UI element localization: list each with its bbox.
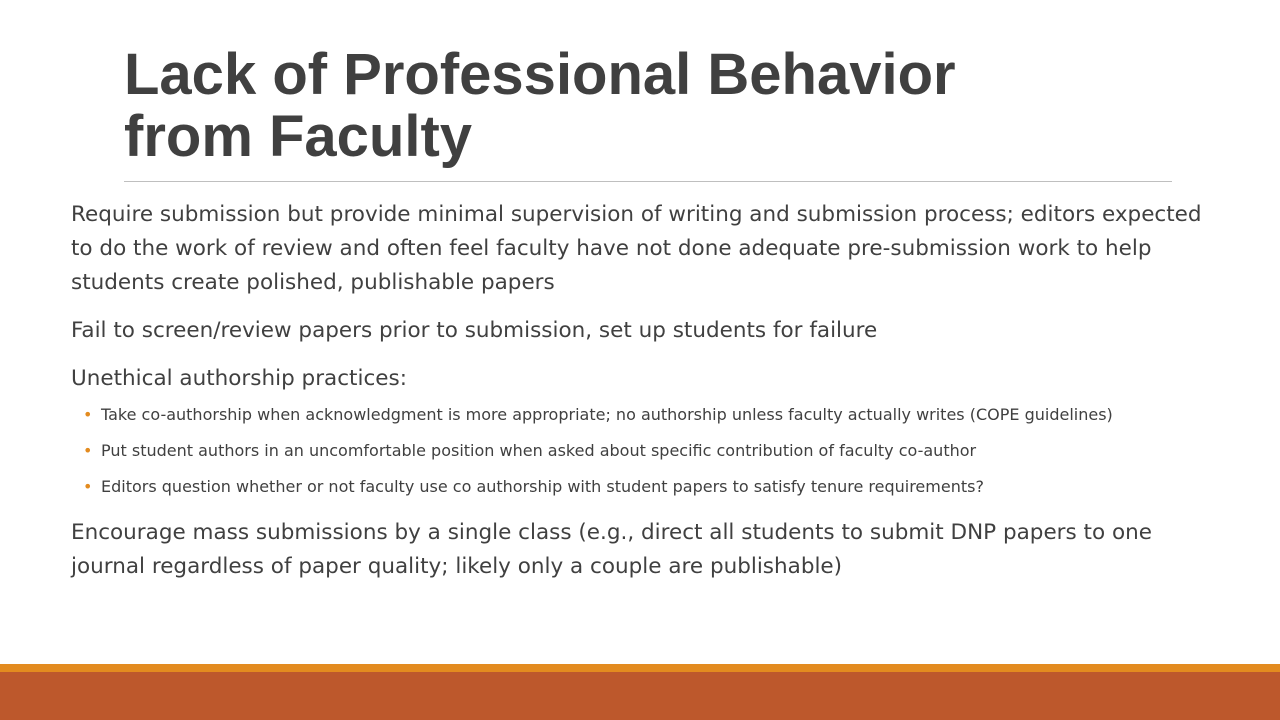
title-divider (124, 181, 1172, 182)
bullet-icon: • (83, 477, 93, 496)
sub-bullet-text: Take co-authorship when acknowledgment is more appropriate; no authorship unless faculty actually writes (COPE guidelines) (101, 405, 1113, 424)
paragraph-mass-submissions: Encourage mass submissions by a single class (e.g., direct all students to submit DNP papers to one journal regardless of paper quality; likely only a couple are publishable) (71, 520, 1152, 579)
paragraph-supervision: Require submission but provide minimal supervision of writing and submission process; editors expected to do the work of review and often feel faculty have not done adequate pre-submission work to help students create polished, publishable papers (71, 202, 1202, 295)
slide-title (124, 44, 1144, 168)
authorship-sub-list (71, 404, 1221, 498)
bullet-icon: • (83, 405, 93, 424)
title-line-1: Lack of Professional Behavior (124, 42, 956, 107)
sub-bullet-text: Put student authors in an uncomfortable position when asked about specific contribution of faculty co-author (101, 441, 977, 460)
footer-band (0, 672, 1280, 720)
list-item (71, 404, 1221, 426)
list-item (71, 476, 1221, 498)
list-item (71, 440, 1221, 462)
slide-body (71, 198, 1221, 598)
paragraph-screening: Fail to screen/review papers prior to submission, set up students for failure (71, 318, 878, 343)
paragraph-authorship-heading: Unethical authorship practices: (71, 366, 407, 391)
sub-bullet-text: Editors question whether or not faculty use co authorship with student papers to satisfy tenure requirements? (101, 477, 984, 496)
footer-accent-stripe (0, 664, 1280, 672)
bullet-icon: • (83, 441, 93, 460)
title-line-2: from Faculty (124, 104, 473, 169)
